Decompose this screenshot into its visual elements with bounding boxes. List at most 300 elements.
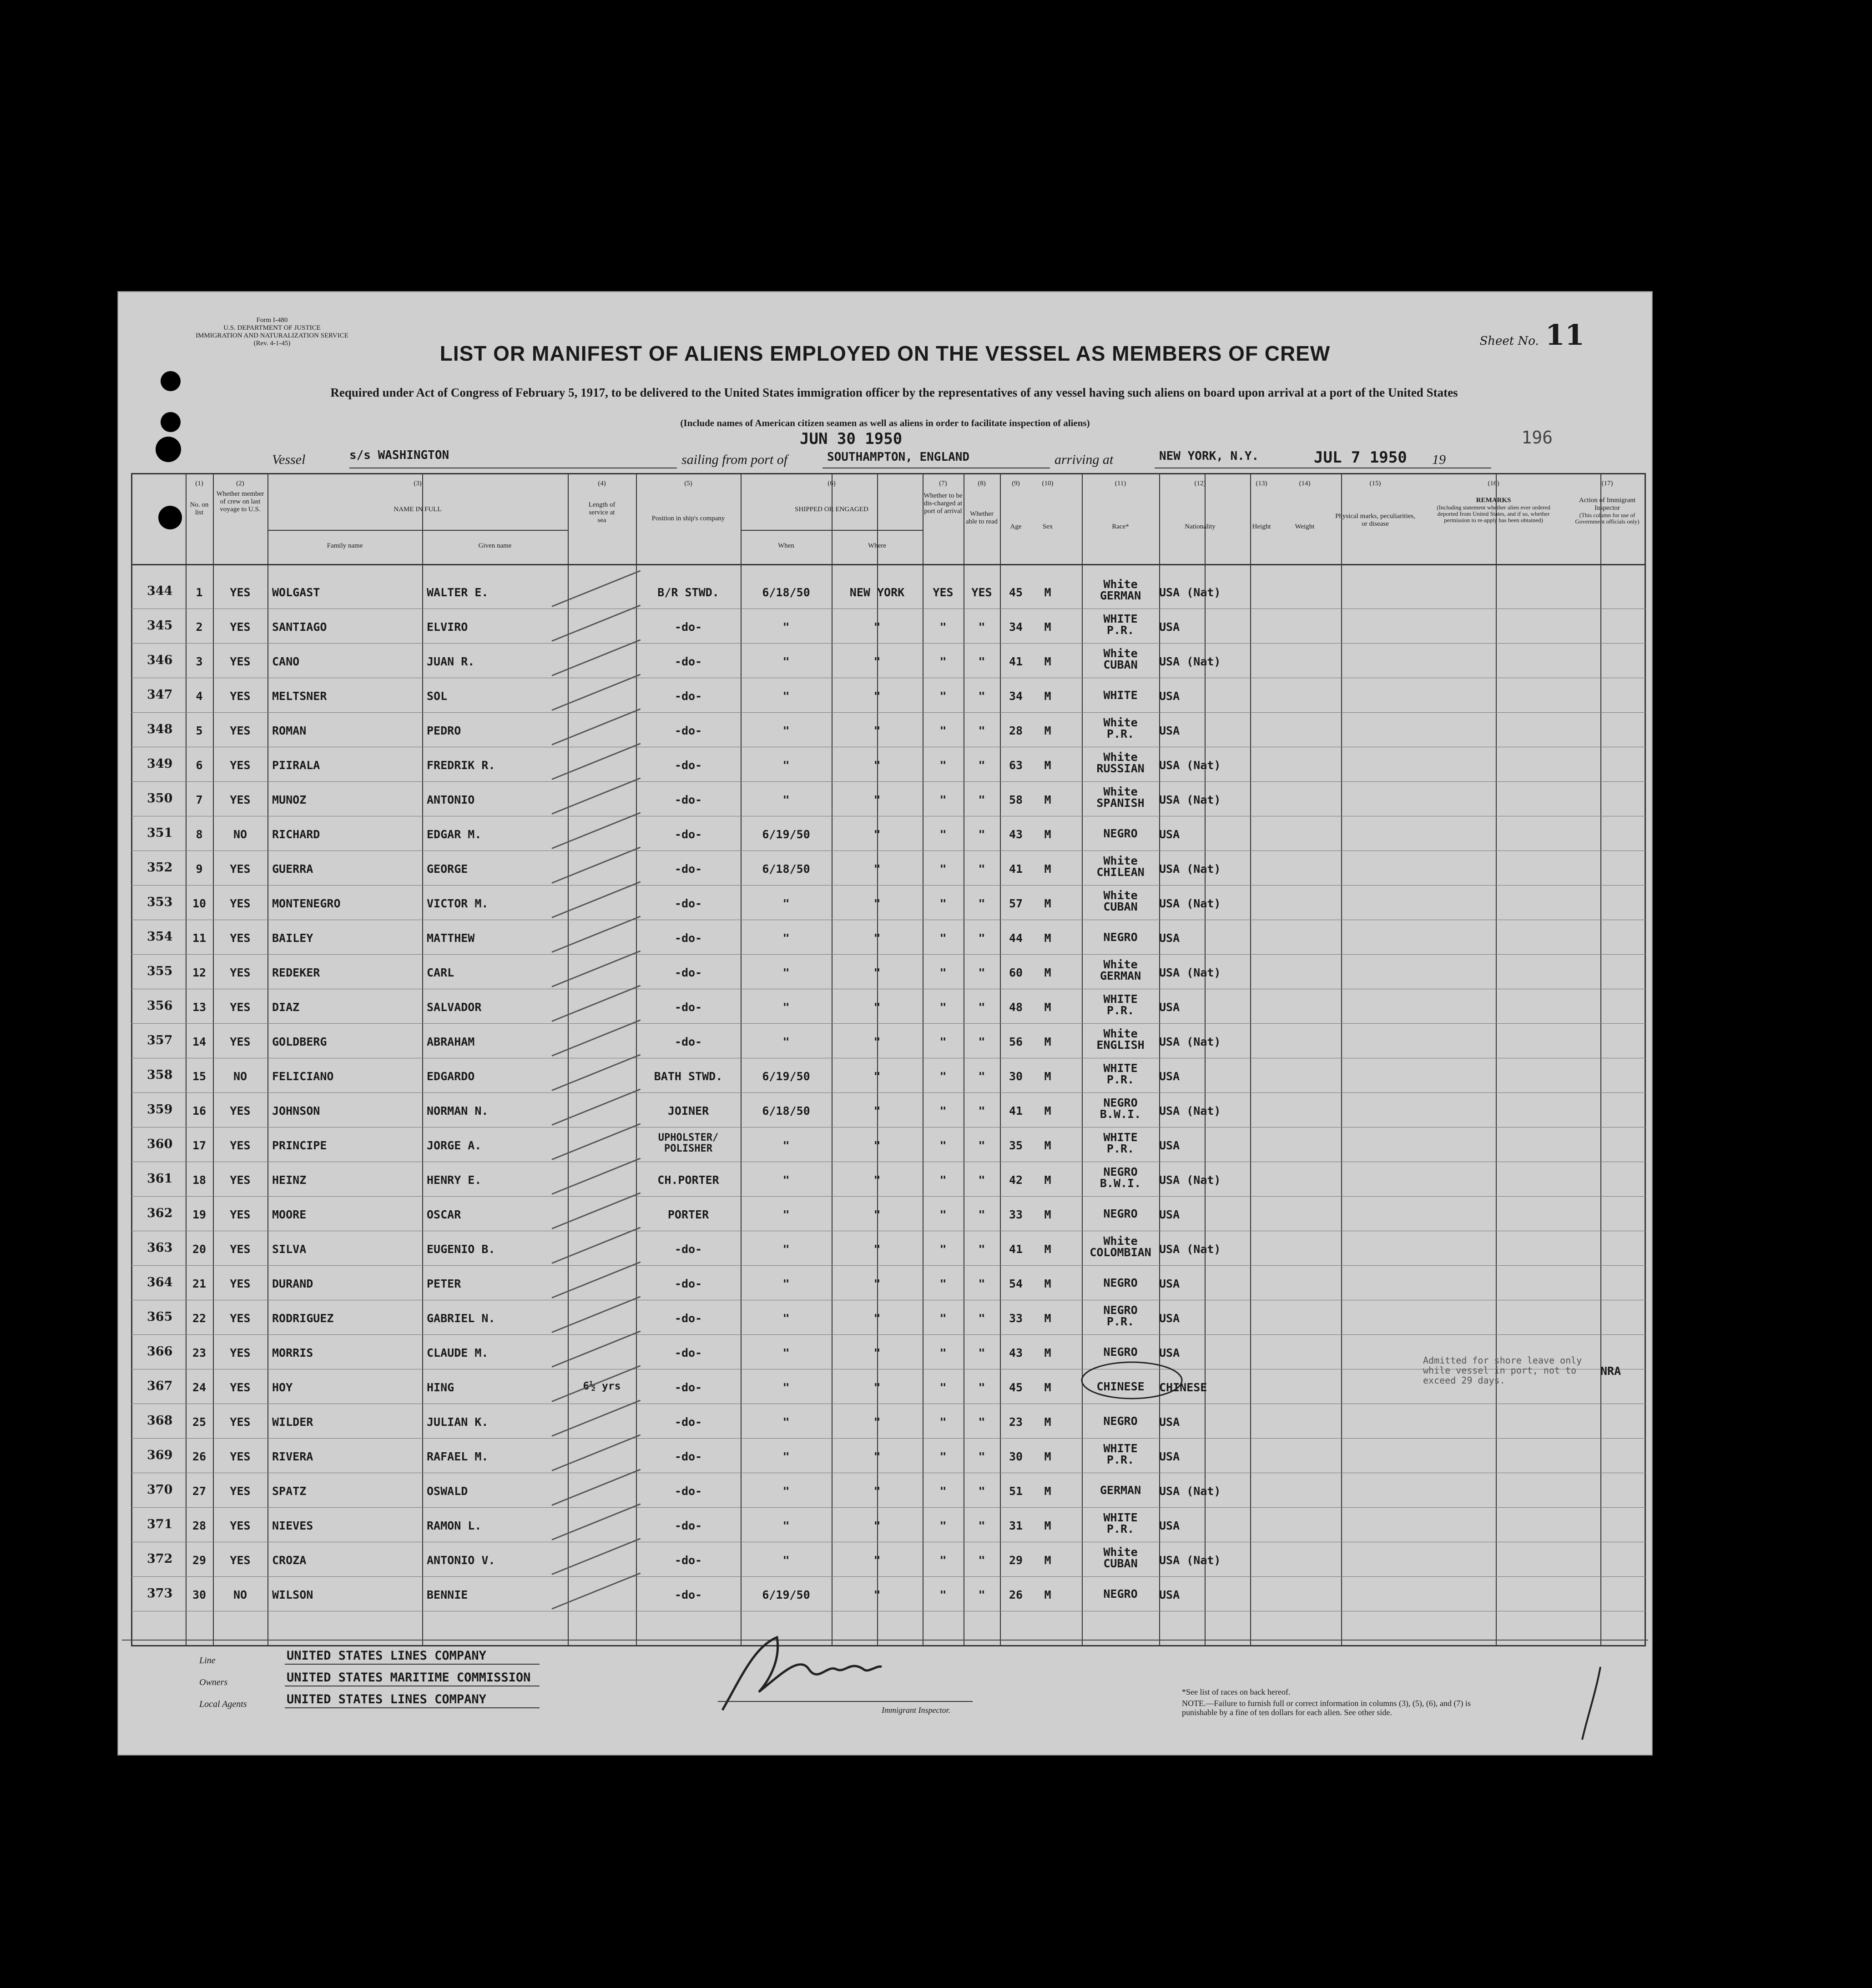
cell-family: SPATZ [272,1485,307,1498]
cell-when: " [782,1415,790,1429]
cell-given: RAMON L. [427,1519,482,1532]
race-line-1: NEGRO [1103,1207,1138,1220]
race-line-2: P.R. [1106,1315,1135,1328]
cell-nationality: USA [1159,1070,1180,1083]
arriving-label: arriving at [1055,452,1114,467]
cell-where: " [873,1001,881,1014]
race-line-1: White [1103,750,1138,764]
cell-discharged: " [939,793,947,806]
year-label: 19 [1432,452,1446,467]
cell-no: 2 [196,620,203,634]
department: U.S. DEPARTMENT OF JUSTICE [223,324,321,332]
cell-where: " [873,1139,881,1152]
cell-given: CARL [427,966,454,979]
cell-position: -do- [674,1035,702,1048]
cell-sex: M [1044,897,1051,910]
cell-sex: M [1044,1139,1051,1152]
list-ref-number: 362 [147,1206,173,1220]
crew-table [131,473,1646,1646]
cell-last: YES [230,1001,251,1014]
list-ref-number: 345 [147,619,173,633]
cell-race [1082,855,1159,878]
cell-race [1082,1485,1159,1496]
cell-family: RODRIGUEZ [272,1312,334,1325]
cell-discharged: " [939,1070,947,1083]
line-label: Line [199,1656,216,1666]
cell-race [1082,751,1159,774]
cell-family: SANTIAGO [272,620,327,634]
race-line-1: NEGRO [1103,1276,1138,1289]
cell-position: CH.PORTER [657,1173,719,1187]
cell-nationality: USA [1159,1001,1180,1014]
header-num: (12) [1194,480,1206,487]
list-ref-number: 367 [147,1379,173,1393]
cell-read: " [978,1208,985,1221]
cell-age: 34 [1009,690,1023,703]
cell-race [1082,1546,1159,1569]
list-ref-number: 369 [147,1448,173,1462]
cell-sex: M [1044,1554,1051,1567]
cell-where: " [873,1070,881,1083]
cell-age: 29 [1009,1554,1023,1567]
cell-last: YES [230,1554,251,1567]
race-line-1: NEGRO [1103,1587,1138,1600]
cell-last: YES [230,724,251,737]
remark-shore-leave: Admitted for shore leave only while vessel in port, not to exceed 29 days. [1423,1355,1582,1386]
cell-given: JUAN R. [427,655,475,668]
list-ref-number: 363 [147,1241,173,1255]
cell-age: 51 [1009,1485,1023,1498]
cell-age: 45 [1009,586,1023,599]
cell-age: 41 [1009,1243,1023,1256]
cell-sex: M [1044,759,1051,772]
cell-when: " [782,793,790,806]
cell-sex: M [1044,1519,1051,1532]
cell-sex: M [1044,931,1051,945]
cell-position: -do- [674,620,702,634]
cell-race [1082,890,1159,912]
cell-sex: M [1044,1277,1051,1290]
cell-nationality: USA (Nat) [1159,1035,1221,1048]
cell-race [1082,648,1159,670]
cell-last: YES [230,897,251,910]
cell-age: 58 [1009,793,1023,806]
cell-discharged: " [939,655,947,668]
header-label: Race* [1112,523,1129,530]
list-ref-number: 370 [147,1483,173,1497]
cell-position: -do- [674,1415,702,1429]
cell-no: 14 [192,1035,207,1048]
punch-hole [156,437,181,462]
cell-position: -do- [674,1485,702,1498]
cell-given: ELVIRO [427,620,468,634]
cell-family: BAILEY [272,931,313,945]
cell-age: 34 [1009,620,1023,634]
cell-nationality: USA [1159,1312,1180,1325]
race-line-1: White [1103,785,1138,798]
cell-where: " [873,1346,881,1359]
header-num: (10) [1042,480,1054,487]
header-num: (14) [1299,480,1311,487]
cell-where: " [873,1173,881,1187]
race-line-1: White [1103,854,1138,867]
list-ref-number: 353 [147,895,173,909]
cell-last: YES [230,931,251,945]
cell-race [1082,1097,1159,1120]
cell-given: OSCAR [427,1208,461,1221]
race-line-2: GERMAN [1100,969,1141,982]
cell-when: " [782,655,790,668]
header-no-on-list [186,480,213,517]
cell-age: 31 [1009,1519,1023,1532]
race-line-1: White [1103,578,1138,591]
cell-nationality: USA (Nat) [1159,793,1221,806]
cell-race [1082,1208,1159,1219]
cell-nationality: USA [1159,1277,1180,1290]
cell-position: -do- [674,1554,702,1567]
cell-last: YES [230,793,251,806]
list-ref-number: 357 [147,1033,173,1047]
cell-race [1082,1512,1159,1535]
cell-no: 13 [192,1001,207,1014]
cell-no: 26 [192,1450,207,1463]
cell-family: RICHARD [272,828,320,841]
cell-last: YES [230,1104,251,1117]
cell-given: PEDRO [427,724,461,737]
cell-when: " [782,1346,790,1359]
cell-position: -do- [674,690,702,703]
cell-sex: M [1044,620,1051,634]
cell-where: " [873,655,881,668]
cell-position: -do- [674,862,702,876]
cell-race [1082,1443,1159,1465]
cell-position: -do- [674,1588,702,1601]
cell-given: JORGE A. [427,1139,482,1152]
cell-when: " [782,724,790,737]
cell-read: " [978,655,985,668]
race-line-2: B.W.I. [1100,1107,1141,1121]
cell-discharged: " [939,724,947,737]
list-ref-number: 350 [147,791,173,805]
cell-sex: M [1044,828,1051,841]
cell-nationality: USA (Nat) [1159,655,1221,668]
cell-when: " [782,620,790,634]
cell-position: -do- [674,1312,702,1325]
cell-discharged: " [939,1139,947,1152]
cell-sex: M [1044,1243,1051,1256]
cell-when: " [782,1312,790,1325]
header-height [1241,480,1282,531]
cell-age: 57 [1009,897,1023,910]
sheet-number-value: 11 [1545,318,1584,352]
race-line-2: P.R. [1106,1522,1135,1535]
race-line-2: P.R. [1106,1073,1135,1086]
cell-read: " [978,897,985,910]
header-physical-marks [1332,480,1418,528]
cell-nationality: USA [1159,828,1180,841]
cell-last: YES [230,759,251,772]
header-num: (7) [939,480,947,487]
punch-hole [161,371,181,391]
cell-sex: M [1044,1173,1051,1187]
cell-family: NIEVES [272,1519,313,1532]
cell-age: 42 [1009,1173,1023,1187]
cell-no: 5 [196,724,203,737]
cell-age: 33 [1009,1312,1023,1325]
cell-family: PIIRALA [272,759,320,772]
header-nationality [1159,480,1241,531]
cell-race [1082,1588,1159,1600]
header-race [1082,480,1159,531]
race-line-2: P.R. [1106,1453,1135,1466]
cell-sex: M [1044,1001,1051,1014]
cell-sex: M [1044,586,1051,599]
sailing-date-stamp: JUN 30 1950 [800,430,903,448]
list-ref-number: 365 [147,1310,173,1324]
cell-read: " [978,1312,985,1325]
cell-where: " [873,793,881,806]
race-line-2: GERMAN [1100,589,1141,602]
vessel-name: s/s WASHINGTON [349,448,449,462]
header-label: SHIPPED OR ENGAGED [795,506,868,513]
cell-race [1082,690,1159,701]
cell-given: BENNIE [427,1588,468,1601]
cell-sex: M [1044,1312,1051,1325]
cell-no: 1 [196,586,203,599]
race-line-2: CUBAN [1103,900,1138,913]
cell-family: FELICIANO [272,1070,334,1083]
cell-read: " [978,759,985,772]
list-ref-number: 371 [147,1517,173,1531]
race-line-1: GERMAN [1100,1484,1141,1497]
cell-where: " [873,1104,881,1117]
cell-given: OSWALD [427,1485,468,1498]
cell-position: -do- [674,1001,702,1014]
cell-nationality: USA (Nat) [1159,1104,1221,1117]
cell-age: 41 [1009,1104,1023,1117]
cell-race [1082,1028,1159,1051]
cell-read: " [978,1035,985,1048]
cell-family: GOLDBERG [272,1035,327,1048]
header-num: (5) [684,480,692,487]
cell-race [1082,1062,1159,1085]
cell-sex: M [1044,1450,1051,1463]
header-num: (8) [978,480,986,487]
cell-nationality: USA [1159,1519,1180,1532]
cell-last: NO [233,1588,247,1601]
agents-value: UNITED STATES LINES COMPANY [287,1692,486,1706]
cell-where: " [873,690,881,703]
cell-no: 20 [192,1243,207,1256]
header-shipped-engaged [741,480,923,513]
race-line-1: White [1103,958,1138,971]
cell-no: 23 [192,1346,207,1359]
cell-where: " [873,828,881,841]
cell-family: MORRIS [272,1346,313,1359]
list-ref-number: 348 [147,722,173,736]
cell-position: -do- [674,724,702,737]
race-line-1: NEGRO [1103,1096,1138,1109]
cell-last: YES [230,1312,251,1325]
header-label: Whether to be dis-charged at port of arrival [923,492,963,515]
header-label: Whether member of crew on last voyage to U.S. [216,490,264,513]
cell-nationality: CHINESE [1159,1381,1207,1394]
cell-age: 43 [1009,1346,1023,1359]
cell-family: GUERRA [272,862,313,876]
cell-last: YES [230,1208,251,1221]
race-line-1: White [1103,889,1138,902]
race-line-2: RUSSIAN [1096,762,1145,775]
cell-position: B/R STWD. [657,586,719,599]
cell-when: 6/19/50 [762,828,810,841]
race-line-2: B.W.I. [1100,1177,1141,1190]
owners-label: Owners [199,1677,228,1687]
cell-where: " [873,1243,881,1256]
list-ref-number: 361 [147,1172,173,1186]
cell-no: 16 [192,1104,207,1117]
list-ref-number: 352 [147,861,173,875]
cell-last: YES [230,620,251,634]
cell-last: YES [230,586,251,599]
cell-family: DIAZ [272,1001,300,1014]
cell-when: 6/19/50 [762,1070,810,1083]
cell-position: -do- [674,1277,702,1290]
cell-nationality: USA (Nat) [1159,759,1221,772]
cell-read: " [978,1346,985,1359]
cell-read: " [978,862,985,876]
cell-sex: M [1044,1346,1051,1359]
cell-where: " [873,620,881,634]
revision: (Rev. 4-1-45) [253,340,291,347]
cell-age: 23 [1009,1415,1023,1429]
cell-race [1082,1166,1159,1189]
sheet-number [1479,318,1584,352]
cell-sex: M [1044,1070,1051,1083]
cell-no: 28 [192,1519,207,1532]
cell-discharged: YES [933,586,954,599]
fine-note: NOTE.—Failure to furnish full or correct information in columns (3), (5), (6), and (7) is punishable by a fine of ten dollars for each alien. See other side. [1182,1699,1471,1717]
cell-last: YES [230,1346,251,1359]
race-line-1: White [1103,1234,1138,1248]
cell-discharged: " [939,931,947,945]
cell-read: " [978,1001,985,1014]
cell-family: MONTENEGRO [272,897,341,910]
header-last-voyage [213,480,267,513]
cell-no: 11 [192,931,207,945]
list-ref-number: 360 [147,1137,173,1151]
cell-when: " [782,1554,790,1567]
cell-when: " [782,931,790,945]
race-line-1: WHITE [1103,1511,1138,1524]
cell-given: RAFAEL M. [427,1450,489,1463]
cell-read: " [978,724,985,737]
cell-family: REDEKER [272,966,320,979]
header-given-name: Given name [478,542,512,549]
cell-no: 15 [192,1070,207,1083]
cell-race [1082,1415,1159,1427]
race-line-1: White [1103,1545,1138,1559]
header-when: When [778,542,794,549]
cell-read: " [978,1450,985,1463]
cell-position: -do- [674,931,702,945]
list-ref-number: 347 [147,688,173,702]
list-ref-number: 373 [147,1586,173,1600]
cell-no: 6 [196,759,203,772]
cell-when: " [782,1173,790,1187]
cell-position: -do- [674,966,702,979]
cell-race [1082,1277,1159,1288]
sailing-label: sailing from port of [681,452,788,467]
cell-race [1082,1304,1159,1327]
cell-last: YES [230,1277,251,1290]
cell-discharged: " [939,1001,947,1014]
cell-discharged: " [939,620,947,634]
vessel-label: Vessel [272,452,306,467]
cell-last: YES [230,1485,251,1498]
header-age [1000,480,1032,531]
cell-nationality: USA [1159,690,1180,703]
owners-value: UNITED STATES MARITIME COMMISSION [287,1671,531,1685]
cell-given: VICTOR M. [427,897,489,910]
page-title: LIST OR MANIFEST OF ALIENS EMPLOYED ON THE VESSEL AS MEMBERS OF CREW [439,342,1331,365]
cell-sex: M [1044,793,1051,806]
cell-nationality: USA [1159,620,1180,634]
cell-given: HING [427,1381,454,1394]
header-label: Physical marks, peculiarities, or disease [1335,513,1415,528]
cell-last: YES [230,1450,251,1463]
cell-where: " [873,1312,881,1325]
header-num: (3) [414,480,422,487]
header-family-name: Family name [327,542,363,549]
cell-no: 12 [192,966,207,979]
cell-when: " [782,1450,790,1463]
cell-where: " [873,1277,881,1290]
cell-where: " [873,931,881,945]
cell-when: " [782,1139,790,1152]
cell-discharged: " [939,1035,947,1048]
list-ref-number: 344 [147,584,173,598]
cell-sex: M [1044,1104,1051,1117]
cell-where: " [873,1485,881,1498]
header-num: (15) [1369,480,1381,487]
cell-no: 21 [192,1277,207,1290]
cell-family: JOHNSON [272,1104,320,1117]
cell-given: EUGENIO B. [427,1243,495,1256]
cell-sex: M [1044,1485,1051,1498]
cell-when: " [782,690,790,703]
cell-when: 6/18/50 [762,862,810,876]
cell-sex: M [1044,1588,1051,1601]
cell-age: 33 [1009,1208,1023,1221]
cell-discharged: " [939,1208,947,1221]
cell-when: " [782,1035,790,1048]
cell-sex: M [1044,1035,1051,1048]
cell-read: " [978,1277,985,1290]
cell-family: DURAND [272,1277,313,1290]
cell-position: BATH STWD. [654,1070,723,1083]
race-line-1: White [1103,716,1138,729]
cell-read: " [978,966,985,979]
cell-given: SOL [427,690,448,703]
header-num: (1) [195,480,203,487]
race-line-2: CUBAN [1103,1557,1138,1570]
race-line-2: CHILEAN [1096,866,1145,879]
cell-given: CLAUDE M. [427,1346,489,1359]
cell-read: " [978,1519,985,1532]
cell-sex: M [1044,1415,1051,1429]
cell-read: " [978,1173,985,1187]
header-num: (17) [1601,480,1613,487]
